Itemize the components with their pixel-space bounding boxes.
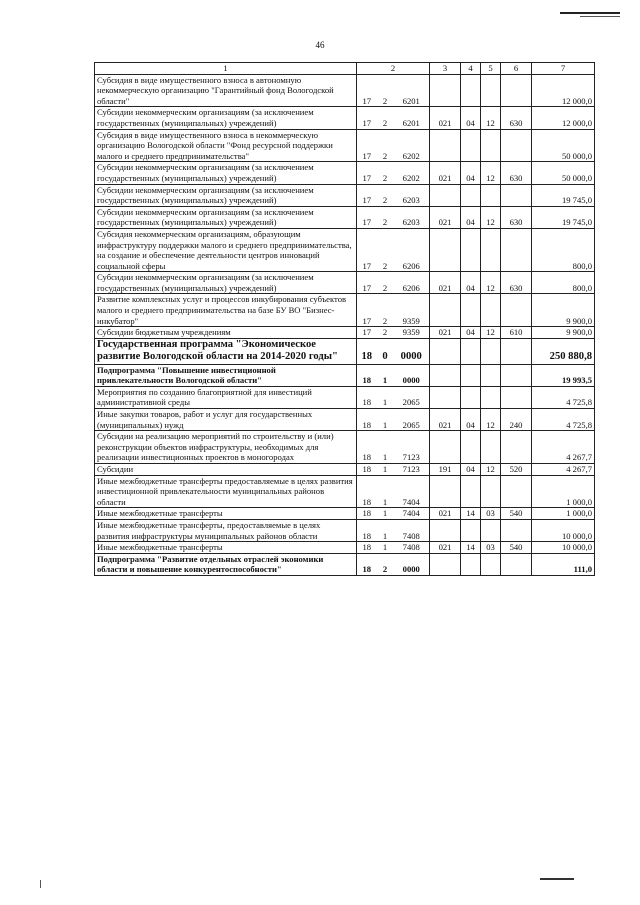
code-subprogram: 2	[377, 327, 394, 339]
code-subprogram: 1	[377, 542, 394, 554]
column-header: 6	[501, 63, 532, 75]
row-amount: 10 000,0	[532, 519, 595, 541]
code-program: 17	[357, 206, 377, 228]
column-header: 1	[95, 63, 357, 75]
code-section	[461, 475, 481, 508]
code-program: 18	[357, 542, 377, 554]
code-subsection: 12	[481, 206, 501, 228]
code-ministry: 021	[430, 542, 461, 554]
table-row	[95, 431, 595, 464]
code-section	[461, 431, 481, 464]
code-program: 18	[357, 386, 377, 408]
code-expense-type	[501, 519, 532, 541]
row-description: Субсидии некоммерческим организациям (за исключением государственных (муниципальных) учреждений)	[95, 107, 357, 129]
row-amount: 19 745,0	[532, 206, 595, 228]
table-row	[95, 553, 595, 575]
code-subprogram: 2	[377, 107, 394, 129]
code-section: 04	[461, 409, 481, 431]
code-subsection: 03	[481, 542, 501, 554]
code-subsection: 12	[481, 464, 501, 476]
code-program: 17	[357, 184, 377, 206]
code-direction: 0000	[394, 364, 430, 386]
code-expense-type	[501, 184, 532, 206]
row-description: Иные межбюджетные трансферты, предоставляемые в целях развития инфраструктуры муниципальных районов области	[95, 519, 357, 541]
code-ministry: 021	[430, 206, 461, 228]
code-direction: 7408	[394, 519, 430, 541]
code-direction: 2065	[394, 386, 430, 408]
code-section	[461, 129, 481, 162]
row-description: Развитие комплексных услуг и процессов инкубирования субъектов малого и среднего предпринимательства на базе БУ ВО "Бизнес-инкубатор"	[95, 294, 357, 327]
code-expense-type	[501, 294, 532, 327]
code-direction: 6206	[394, 228, 430, 271]
table-row	[95, 364, 595, 386]
row-amount: 9 900,0	[532, 294, 595, 327]
code-program: 18	[357, 553, 377, 575]
code-subprogram: 1	[377, 364, 394, 386]
code-section	[461, 553, 481, 575]
row-description: Мероприятия по созданию благоприятной для инвестиций административной среды	[95, 386, 357, 408]
code-subsection: 12	[481, 327, 501, 339]
code-subprogram: 2	[377, 129, 394, 162]
code-ministry	[430, 475, 461, 508]
code-ministry	[430, 294, 461, 327]
row-description: Подпрограмма "Развитие отдельных отраслей экономики области и повышение конкурентоспособности"	[95, 553, 357, 575]
code-section: 14	[461, 542, 481, 554]
code-subprogram: 2	[377, 184, 394, 206]
row-amount: 250 880,8	[532, 338, 595, 364]
code-program: 17	[357, 129, 377, 162]
code-subsection: 12	[481, 162, 501, 184]
code-expense-type: 540	[501, 542, 532, 554]
code-expense-type: 240	[501, 409, 532, 431]
row-amount: 4 267,7	[532, 431, 595, 464]
row-description: Государственная программа "Экономическое развитие Вологодской области на 2014-2020 годы"	[95, 338, 357, 364]
code-section	[461, 364, 481, 386]
code-subsection: 12	[481, 409, 501, 431]
table-row	[95, 184, 595, 206]
row-description: Субсидии некоммерческим организациям (за исключением государственных (муниципальных) учреждений)	[95, 184, 357, 206]
code-section: 04	[461, 464, 481, 476]
table-row	[95, 228, 595, 271]
row-description: Подпрограмма "Повышение инвестиционной привлекательности Вологодской области"	[95, 364, 357, 386]
code-subprogram: 2	[377, 228, 394, 271]
code-ministry	[430, 386, 461, 408]
scan-mark	[580, 16, 620, 17]
row-description: Субсидии некоммерческим организациям (за исключением государственных (муниципальных) учреждений)	[95, 272, 357, 294]
code-ministry	[430, 364, 461, 386]
table-row	[95, 327, 595, 339]
table-row	[95, 206, 595, 228]
code-subprogram: 1	[377, 431, 394, 464]
row-description: Иные межбюджетные трансферты	[95, 542, 357, 554]
row-description: Субсидии	[95, 464, 357, 476]
code-program: 18	[357, 364, 377, 386]
code-subprogram: 2	[377, 272, 394, 294]
code-ministry	[430, 431, 461, 464]
code-expense-type: 610	[501, 327, 532, 339]
code-section: 04	[461, 107, 481, 129]
row-description: Иные межбюджетные трансферты предоставляемые в целях развития инвестиционной привлекательности муниципальных районов области	[95, 475, 357, 508]
table-row	[95, 475, 595, 508]
code-ministry	[430, 184, 461, 206]
code-subprogram: 1	[377, 475, 394, 508]
code-subprogram: 1	[377, 409, 394, 431]
row-description: Субсидия в виде имущественного взноса в некоммерческую организацию Вологодской области "Фонд ресурсной поддержки малого и среднего предпринимательства"	[95, 129, 357, 162]
table-row	[95, 508, 595, 520]
code-subsection	[481, 129, 501, 162]
code-ministry: 021	[430, 272, 461, 294]
code-direction: 6202	[394, 162, 430, 184]
table-row	[95, 294, 595, 327]
code-expense-type: 630	[501, 206, 532, 228]
code-direction: 7404	[394, 475, 430, 508]
code-subsection	[481, 74, 501, 107]
code-direction: 6201	[394, 107, 430, 129]
code-subsection	[481, 294, 501, 327]
code-program: 18	[357, 464, 377, 476]
code-expense-type	[501, 386, 532, 408]
code-program: 17	[357, 107, 377, 129]
code-direction: 6206	[394, 272, 430, 294]
code-expense-type: 630	[501, 272, 532, 294]
code-subprogram: 2	[377, 74, 394, 107]
table-header-row	[95, 63, 595, 75]
code-ministry: 021	[430, 327, 461, 339]
code-expense-type	[501, 338, 532, 364]
row-description: Субсидия в виде имущественного взноса в автономную некоммерческую организацию "Гарантийный фонд Вологодской области"	[95, 74, 357, 107]
row-amount: 19 993,5	[532, 364, 595, 386]
code-ministry: 021	[430, 508, 461, 520]
code-program: 18	[357, 409, 377, 431]
code-direction: 6201	[394, 74, 430, 107]
column-header: 3	[430, 63, 461, 75]
code-direction: 0000	[394, 338, 430, 364]
column-header: 7	[532, 63, 595, 75]
code-ministry	[430, 228, 461, 271]
row-description: Субсидии некоммерческим организациям (за исключением государственных (муниципальных) учреждений)	[95, 162, 357, 184]
code-subsection	[481, 431, 501, 464]
code-expense-type: 540	[501, 508, 532, 520]
code-subprogram: 2	[377, 206, 394, 228]
code-program: 18	[357, 508, 377, 520]
code-subprogram: 1	[377, 464, 394, 476]
table-row	[95, 542, 595, 554]
row-amount: 4 267,7	[532, 464, 595, 476]
row-description: Субсидия некоммерческим организациям, образующим инфраструктуру поддержки малого и среднего предпринимательства, на создание и обеспечение деятельности центров инноваций социальной сферы	[95, 228, 357, 271]
table-row	[95, 409, 595, 431]
row-amount: 1 000,0	[532, 508, 595, 520]
code-direction: 9359	[394, 294, 430, 327]
row-amount: 12 000,0	[532, 74, 595, 107]
code-section	[461, 74, 481, 107]
row-amount: 10 000,0	[532, 542, 595, 554]
table-row	[95, 464, 595, 476]
code-expense-type	[501, 553, 532, 575]
code-subsection	[481, 338, 501, 364]
row-amount: 4 725,8	[532, 409, 595, 431]
code-subsection: 12	[481, 272, 501, 294]
code-ministry: 191	[430, 464, 461, 476]
code-expense-type: 520	[501, 464, 532, 476]
code-program: 18	[357, 431, 377, 464]
code-subprogram: 1	[377, 519, 394, 541]
code-subprogram: 2	[377, 294, 394, 327]
code-expense-type	[501, 129, 532, 162]
code-subsection	[481, 386, 501, 408]
code-subprogram: 0	[377, 338, 394, 364]
row-amount: 4 725,8	[532, 386, 595, 408]
table-row	[95, 129, 595, 162]
row-amount: 19 745,0	[532, 184, 595, 206]
table-row	[95, 162, 595, 184]
table-row	[95, 519, 595, 541]
code-ministry	[430, 519, 461, 541]
code-section	[461, 386, 481, 408]
code-expense-type	[501, 475, 532, 508]
code-subprogram: 2	[377, 162, 394, 184]
code-subsection: 03	[481, 508, 501, 520]
code-subsection	[481, 184, 501, 206]
code-program: 17	[357, 294, 377, 327]
code-program: 18	[357, 475, 377, 508]
row-amount: 12 000,0	[532, 107, 595, 129]
code-direction: 6203	[394, 206, 430, 228]
code-section: 14	[461, 508, 481, 520]
code-direction: 6203	[394, 184, 430, 206]
code-direction: 7408	[394, 542, 430, 554]
table-row	[95, 74, 595, 107]
code-subprogram: 1	[377, 386, 394, 408]
row-description: Иные закупки товаров, работ и услуг для государственных (муниципальных) нужд	[95, 409, 357, 431]
row-description: Субсидии бюджетным учреждениям	[95, 327, 357, 339]
code-program: 17	[357, 272, 377, 294]
code-expense-type	[501, 74, 532, 107]
code-direction: 7123	[394, 464, 430, 476]
code-program: 18	[357, 519, 377, 541]
code-direction: 9359	[394, 327, 430, 339]
row-description: Субсидии на реализацию мероприятий по строительству и (или) реконструкции объектов инфраструктуры, необходимых для реализации инвестиционных проектов в моногородах	[95, 431, 357, 464]
code-program: 17	[357, 74, 377, 107]
code-section	[461, 519, 481, 541]
row-amount: 800,0	[532, 228, 595, 271]
code-section: 04	[461, 162, 481, 184]
code-program: 17	[357, 327, 377, 339]
row-amount: 1 000,0	[532, 475, 595, 508]
code-direction: 6202	[394, 129, 430, 162]
table-row	[95, 386, 595, 408]
code-ministry	[430, 338, 461, 364]
table-row	[95, 338, 595, 364]
code-ministry	[430, 553, 461, 575]
code-section	[461, 338, 481, 364]
code-subsection	[481, 553, 501, 575]
code-subprogram: 2	[377, 553, 394, 575]
code-direction: 0000	[394, 553, 430, 575]
code-expense-type	[501, 431, 532, 464]
column-header: 2	[357, 63, 430, 75]
code-ministry: 021	[430, 162, 461, 184]
code-ministry: 021	[430, 107, 461, 129]
row-amount: 50 000,0	[532, 162, 595, 184]
code-subsection	[481, 364, 501, 386]
code-subsection	[481, 519, 501, 541]
code-expense-type: 630	[501, 162, 532, 184]
table-row	[95, 107, 595, 129]
table-row	[95, 272, 595, 294]
code-direction: 2065	[394, 409, 430, 431]
code-section	[461, 294, 481, 327]
code-program: 18	[357, 338, 377, 364]
code-section	[461, 228, 481, 271]
scan-mark	[540, 878, 574, 880]
row-amount: 800,0	[532, 272, 595, 294]
code-expense-type	[501, 228, 532, 271]
code-expense-type: 630	[501, 107, 532, 129]
code-subsection: 12	[481, 107, 501, 129]
column-header: 4	[461, 63, 481, 75]
code-expense-type	[501, 364, 532, 386]
code-subsection	[481, 475, 501, 508]
scan-mark	[560, 12, 620, 14]
code-subsection	[481, 228, 501, 271]
code-direction: 7404	[394, 508, 430, 520]
code-ministry	[430, 74, 461, 107]
budget-table	[94, 62, 595, 576]
code-ministry	[430, 129, 461, 162]
row-description: Субсидии некоммерческим организациям (за исключением государственных (муниципальных) учреждений)	[95, 206, 357, 228]
code-program: 17	[357, 162, 377, 184]
code-subprogram: 1	[377, 508, 394, 520]
row-amount: 9 900,0	[532, 327, 595, 339]
scan-mark	[40, 880, 41, 888]
row-description: Иные межбюджетные трансферты	[95, 508, 357, 520]
code-program: 17	[357, 228, 377, 271]
row-amount: 111,0	[532, 553, 595, 575]
code-section	[461, 184, 481, 206]
code-section: 04	[461, 206, 481, 228]
code-section: 04	[461, 272, 481, 294]
column-header: 5	[481, 63, 501, 75]
row-amount: 50 000,0	[532, 129, 595, 162]
code-ministry: 021	[430, 409, 461, 431]
code-direction: 7123	[394, 431, 430, 464]
code-section: 04	[461, 327, 481, 339]
page-number: 46	[315, 40, 325, 50]
